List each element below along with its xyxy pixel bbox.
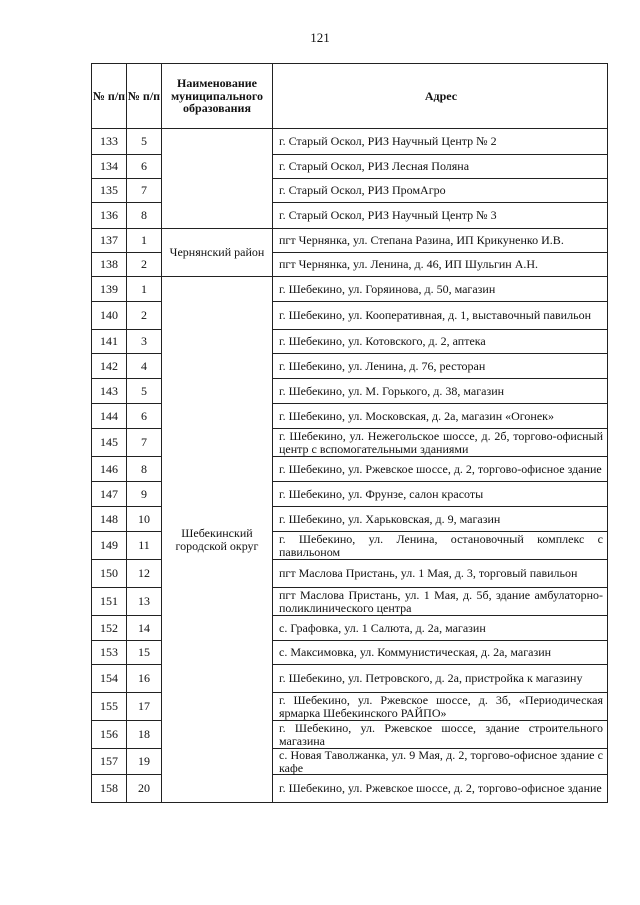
row-subnumber: 1 (127, 277, 162, 302)
address-cell: пгт Чернянка, ул. Ленина, д. 46, ИП Шульгин А.Н. (273, 253, 608, 277)
address-cell: г. Шебекино, ул. Горяинова, д. 50, магазин (273, 277, 608, 302)
table-row (92, 129, 608, 155)
row-number: 153 (92, 641, 127, 665)
row-number: 138 (92, 253, 127, 277)
row-subnumber: 18 (127, 721, 162, 749)
row-subnumber: 12 (127, 560, 162, 588)
row-number: 152 (92, 616, 127, 641)
address-cell: г. Шебекино, ул. Ржевское шоссе, здание строительного магазина (273, 721, 608, 749)
row-subnumber: 9 (127, 482, 162, 507)
row-number: 133 (92, 129, 127, 155)
table-body (92, 129, 608, 803)
address-cell: г. Шебекино, ул. М. Горького, д. 38, магазин (273, 379, 608, 404)
row-subnumber: 17 (127, 693, 162, 721)
address-cell: г. Шебекино, ул. Ржевское шоссе, д. 2, торгово-офисное здание (273, 457, 608, 482)
address-cell: г. Шебекино, ул. Ржевское шоссе, д. 3б, «Периодическая ярмарка Шебекинского РАЙПО» (273, 693, 608, 721)
row-number: 144 (92, 404, 127, 429)
address-cell: пгт Маслова Пристань, ул. 1 Мая, д. 5б, здание амбулаторно-поликлинического центра (273, 588, 608, 616)
row-number: 154 (92, 665, 127, 693)
header-col-municipality: Наименование муниципального образования (162, 64, 273, 129)
row-number: 148 (92, 507, 127, 532)
address-cell: г. Шебекино, ул. Московская, д. 2а, магазин «Огонек» (273, 404, 608, 429)
row-number: 151 (92, 588, 127, 616)
row-number: 150 (92, 560, 127, 588)
address-cell: г. Старый Оскол, РИЗ Научный Центр № 2 (273, 129, 608, 155)
row-subnumber: 19 (127, 749, 162, 775)
row-number: 142 (92, 354, 127, 379)
municipality-cell: Шебекинский городской округ (162, 277, 273, 803)
row-number: 136 (92, 203, 127, 229)
address-cell: г. Шебекино, ул. Ржевское шоссе, д. 2, торгово-офисное здание (273, 775, 608, 803)
row-subnumber: 11 (127, 532, 162, 560)
address-cell: г. Шебекино, ул. Петровского, д. 2а, пристройка к магазину (273, 665, 608, 693)
row-number: 135 (92, 179, 127, 203)
row-subnumber: 6 (127, 155, 162, 179)
row-number: 139 (92, 277, 127, 302)
header-col-subnumber: № п/п (127, 64, 162, 129)
address-cell: г. Шебекино, ул. Ленина, остановочный комплекс с павильоном (273, 532, 608, 560)
row-subnumber: 8 (127, 203, 162, 229)
address-cell: пгт Маслова Пристань, ул. 1 Мая, д. 3, торговый павильон (273, 560, 608, 588)
address-cell: г. Старый Оскол, РИЗ Научный Центр № 3 (273, 203, 608, 229)
row-subnumber: 14 (127, 616, 162, 641)
row-subnumber: 2 (127, 253, 162, 277)
row-subnumber: 4 (127, 354, 162, 379)
row-subnumber: 6 (127, 404, 162, 429)
address-cell: г. Шебекино, ул. Ленина, д. 76, ресторан (273, 354, 608, 379)
header-col-number: № п/п (92, 64, 127, 129)
row-subnumber: 16 (127, 665, 162, 693)
address-cell: г. Шебекино, ул. Котовского, д. 2, аптека (273, 330, 608, 354)
row-number: 157 (92, 749, 127, 775)
row-number: 155 (92, 693, 127, 721)
row-number: 140 (92, 302, 127, 330)
row-number: 158 (92, 775, 127, 803)
address-cell: г. Шебекино, ул. Нежегольское шоссе, д. 2б, торгово-офисный центр с вспомогательными зданиями (273, 429, 608, 457)
address-cell: с. Новая Таволжанка, ул. 9 Мая, д. 2, торгово-офисное здание с кафе (273, 749, 608, 775)
row-number: 146 (92, 457, 127, 482)
row-subnumber: 2 (127, 302, 162, 330)
municipality-cell: Чернянский район (162, 229, 273, 277)
table-row (92, 229, 608, 253)
row-number: 141 (92, 330, 127, 354)
row-number: 145 (92, 429, 127, 457)
address-cell: пгт Чернянка, ул. Степана Разина, ИП Крикуненко И.В. (273, 229, 608, 253)
address-cell: г. Шебекино, ул. Фрунзе, салон красоты (273, 482, 608, 507)
row-number: 137 (92, 229, 127, 253)
table-row (92, 277, 608, 302)
row-subnumber: 20 (127, 775, 162, 803)
row-number: 134 (92, 155, 127, 179)
row-number: 147 (92, 482, 127, 507)
address-cell: г. Шебекино, ул. Харьковская, д. 9, магазин (273, 507, 608, 532)
header-row (92, 64, 608, 129)
row-subnumber: 5 (127, 379, 162, 404)
address-cell: с. Графовка, ул. 1 Салюта, д. 2а, магазин (273, 616, 608, 641)
row-subnumber: 5 (127, 129, 162, 155)
row-subnumber: 13 (127, 588, 162, 616)
address-cell: г. Старый Оскол, РИЗ ПромАгро (273, 179, 608, 203)
row-subnumber: 15 (127, 641, 162, 665)
registry-table (91, 63, 608, 803)
row-subnumber: 7 (127, 179, 162, 203)
municipality-cell (162, 129, 273, 229)
row-subnumber: 3 (127, 330, 162, 354)
address-cell: с. Максимовка, ул. Коммунистическая, д. 2а, магазин (273, 641, 608, 665)
address-cell: г. Шебекино, ул. Кооперативная, д. 1, выставочный павильон (273, 302, 608, 330)
header-col-address: Адрес (273, 64, 608, 129)
row-subnumber: 8 (127, 457, 162, 482)
row-subnumber: 7 (127, 429, 162, 457)
row-subnumber: 1 (127, 229, 162, 253)
row-subnumber: 10 (127, 507, 162, 532)
row-number: 156 (92, 721, 127, 749)
row-number: 143 (92, 379, 127, 404)
page-number: 121 (310, 30, 330, 45)
address-cell: г. Старый Оскол, РИЗ Лесная Поляна (273, 155, 608, 179)
row-number: 149 (92, 532, 127, 560)
